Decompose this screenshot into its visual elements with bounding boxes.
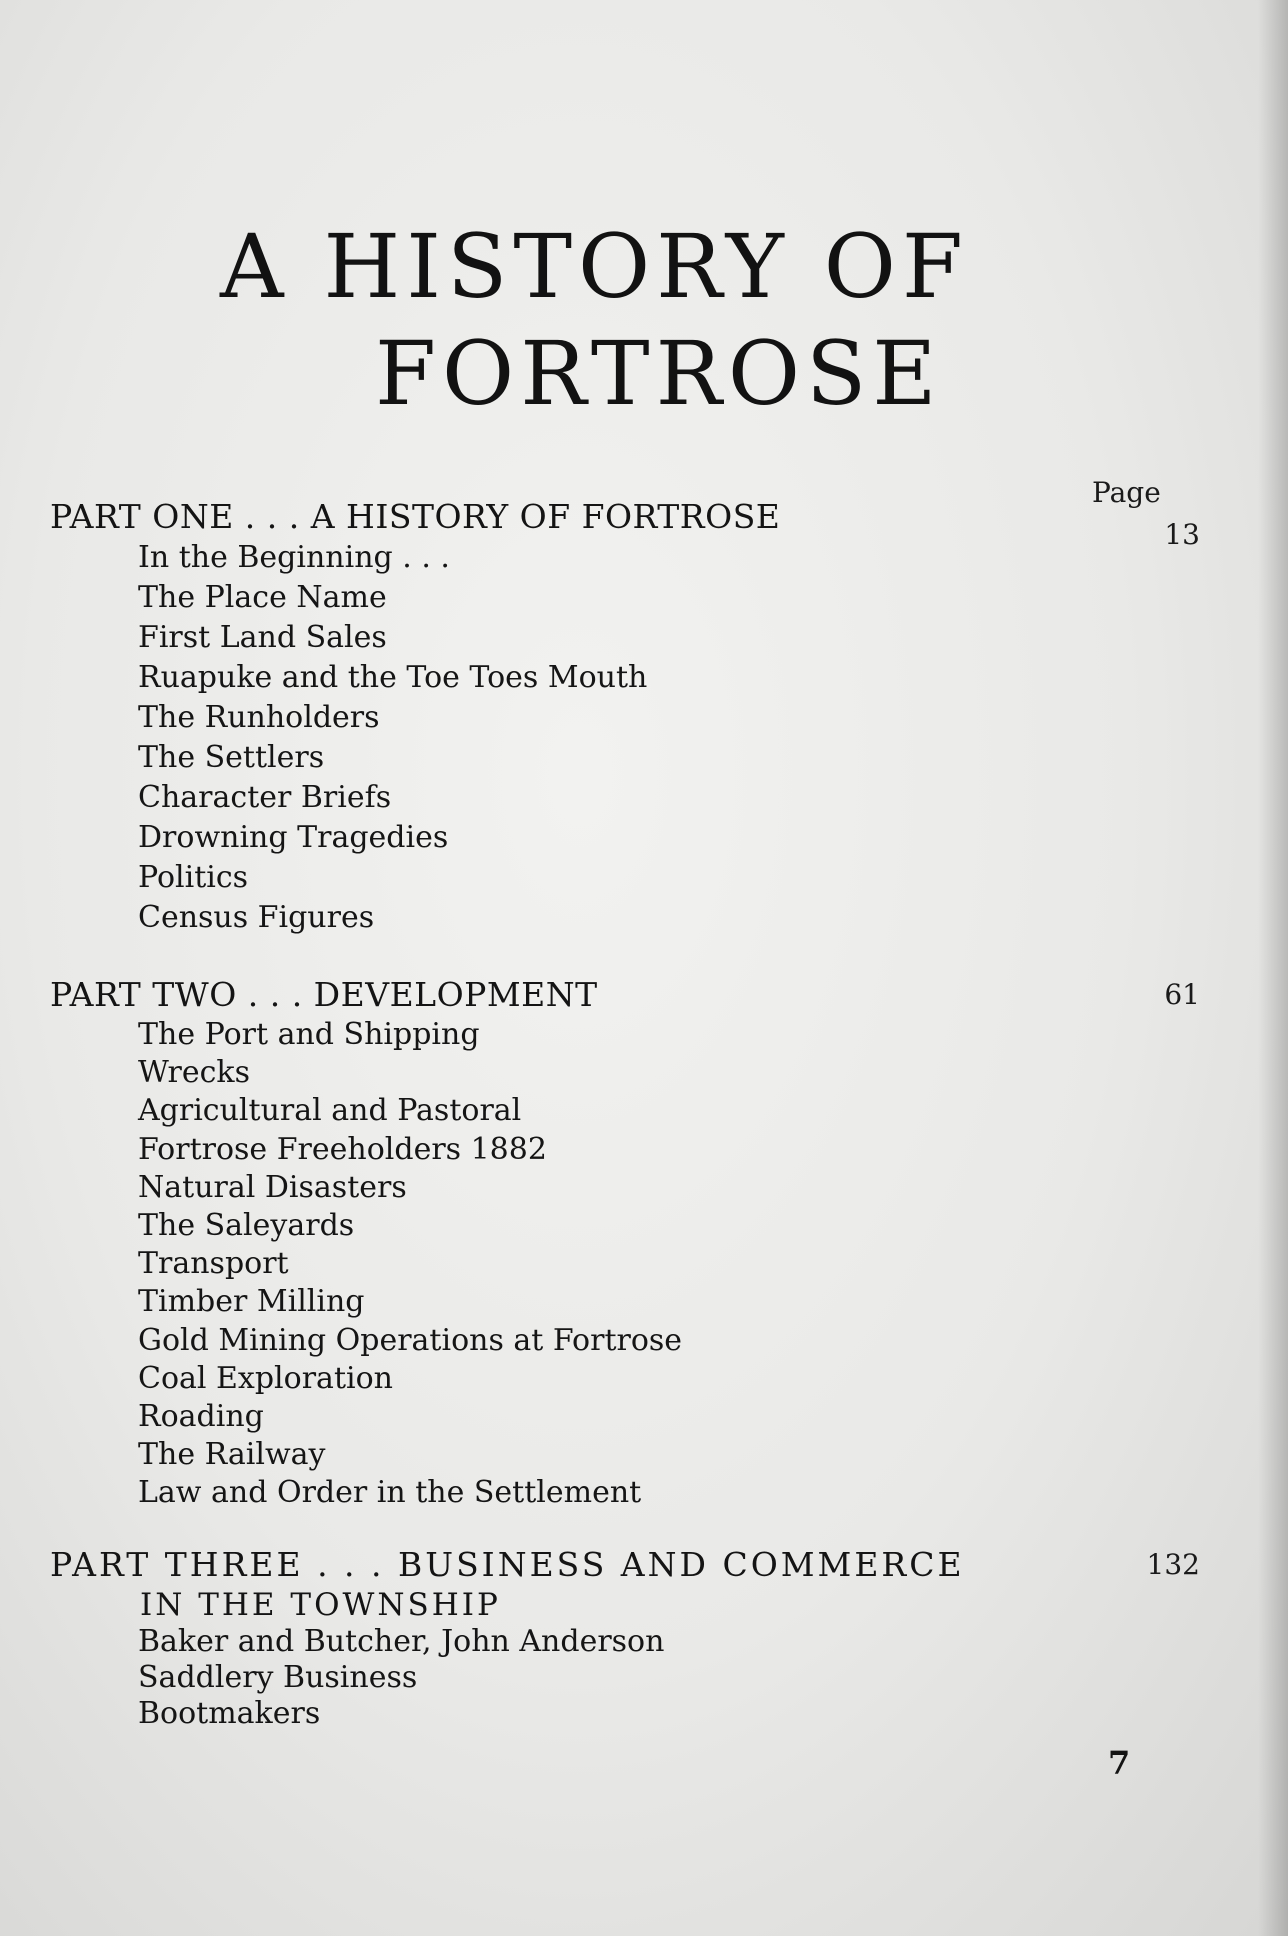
chapter-item: First Land Sales	[138, 620, 387, 655]
chapter-item: Drowning Tragedies	[138, 820, 449, 855]
page-folio-number: 7	[1108, 1744, 1131, 1782]
chapter-item: The Saleyards	[138, 1207, 355, 1243]
chapter-item: The Railway	[138, 1437, 326, 1473]
chapter-item: Ruapuke and the Toe Toes Mouth	[138, 660, 648, 695]
part-three-chapter-list	[50, 1624, 1200, 1732]
chapter-item: The Place Name	[138, 580, 387, 615]
chapter-item: In the Beginning . . .	[138, 540, 450, 575]
chapter-item: The Port and Shipping	[138, 1017, 480, 1052]
chapter-item: Bootmakers	[138, 1696, 321, 1731]
part-three-subheading: IN THE TOWNSHIP	[140, 1587, 501, 1623]
part-one-heading: PART ONE . . . A HISTORY OF FORTROSE	[50, 497, 781, 536]
page-column-label: Page	[1092, 476, 1161, 509]
part-three-page-number: 132	[1146, 1548, 1200, 1581]
chapter-item: Baker and Butcher, John Anderson	[138, 1624, 665, 1659]
part-two-chapter-list	[50, 1016, 1200, 1512]
part-one-page-number: 13	[1164, 518, 1200, 551]
chapter-item: Wrecks	[138, 1055, 250, 1091]
chapter-item: Roading	[138, 1398, 264, 1434]
chapter-item: Timber Milling	[138, 1284, 365, 1320]
part-three-section	[50, 1544, 1200, 1732]
chapter-item: Politics	[138, 860, 249, 895]
chapter-item: Natural Disasters	[138, 1169, 407, 1205]
book-title-line-1: A HISTORY OF	[220, 215, 969, 318]
chapter-item: Coal Exploration	[138, 1360, 393, 1396]
chapter-item: Character Briefs	[138, 780, 392, 815]
part-two-page-number: 61	[1164, 978, 1200, 1011]
chapter-item: Gold Mining Operations at Fortrose	[138, 1322, 683, 1358]
chapter-item: Saddlery Business	[138, 1660, 418, 1695]
chapter-item: Agricultural and Pastoral	[138, 1093, 522, 1129]
chapter-item: Census Figures	[138, 900, 375, 935]
part-three-heading: PART THREE . . . BUSINESS AND COMMERCE	[50, 1545, 965, 1584]
chapter-item: The Runholders	[138, 700, 380, 735]
part-two-heading: PART TWO . . . DEVELOPMENT	[50, 975, 598, 1014]
page-edge-shadow	[1258, 0, 1288, 1936]
chapter-item: Fortrose Freeholders 1882	[138, 1131, 547, 1167]
part-one-section	[50, 496, 1200, 938]
chapter-item: The Settlers	[138, 740, 325, 775]
book-title-line-2: FORTROSE	[375, 322, 943, 425]
chapter-item: Law and Order in the Settlement	[138, 1475, 642, 1511]
chapter-item: Transport	[138, 1246, 289, 1282]
part-two-section	[50, 974, 1200, 1512]
part-one-chapter-list	[50, 538, 1200, 938]
